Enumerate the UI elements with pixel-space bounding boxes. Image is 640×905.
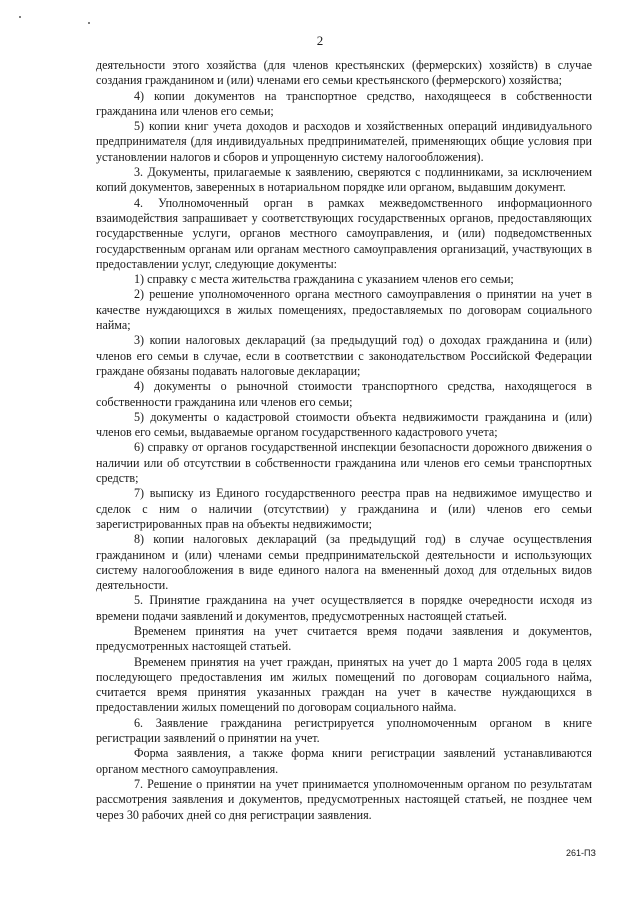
paragraph: Форма заявления, а также форма книги регистрации заявлений устанавливаются органом местного самоуправления. xyxy=(96,746,592,776)
paragraph: 4) документы о рыночной стоимости транспортного средства, находящегося в собственности гражданина или членов его семьи; xyxy=(96,379,592,409)
paragraph: Временем принятия на учет считается время подачи заявления и документов, предусмотренных настоящей статьей. xyxy=(96,623,592,654)
paragraph: 4. Уполномоченный орган в рамках межведомственного информационного взаимодействия запрашивает у соответствующих государственных органов, предоставляющих государственные услуги, органов местного самоуправления, и (или) подведомственных государственным органам или органам местного самоуправления организаций, участвующих в предоставлении услуг, следующие документы: xyxy=(96,195,592,271)
paragraph: 4) копии документов на транспортное средство, находящееся в собственности гражданина или членов его семьи; xyxy=(96,88,592,118)
paragraph: 2) решение уполномоченного органа местного самоуправления о принятии на учет в качестве нуждающихся в жилых помещениях, предоставляемых по договорам социального найма; xyxy=(96,287,592,333)
paragraph: 6. Заявление гражданина регистрируется уполномоченным органом в книге регистрации заявлений о принятии на учет. xyxy=(96,715,592,746)
document-code: 261-ПЗ xyxy=(566,848,596,858)
paragraph: 7. Решение о принятии на учет принимается уполномоченным органом по результатам рассмотрения заявления и документов, предусмотренных настоящей статьей, не позднее чем через 30 рабочих дней со дня регистрации заявления. xyxy=(96,776,592,822)
scan-speck xyxy=(88,22,90,24)
paragraph: 5. Принятие гражданина на учет осуществляется в порядке очередности исходя из времени подачи заявлений и документов, предусмотренных настоящей статьей. xyxy=(96,593,592,623)
paragraph: 6) справку от органов государственной инспекции безопасности дорожного движения о наличии или об отсутствии в собственности гражданина или членов его семьи транспортных средств; xyxy=(96,440,592,486)
paragraph: 3) копии налоговых деклараций (за предыдущий год) о доходах гражданина и (или) членов его семьи в случае, если в соответствии с законодательством Российской Федерации граждане обязаны подавать налоговые декларации; xyxy=(96,333,592,378)
page-number: 2 xyxy=(316,33,324,48)
paragraph: 1) справку с места жительства гражданина с указанием членов его семьи; xyxy=(134,272,514,287)
paragraph: 7) выписку из Единого государственного реестра прав на недвижимое имущество и сделок с ним о наличии (отсутствии) у гражданина и (или) членов его семьи зарегистрированных прав на объекты недвижимости; xyxy=(96,486,592,531)
paragraph: 5) копии книг учета доходов и расходов и хозяйственных операций индивидуального предпринимателя (для индивидуальных предпринимателей, применяющих общие условия при установлении налогов и сборов и упрощенную систему налогообложения). xyxy=(96,119,592,164)
paragraph: деятельности этого хозяйства (для членов крестьянских (фермерских) хозяйств) в случае создания гражданином и (или) членами его семьи крестьянского (фермерского) хозяйства; xyxy=(96,58,592,88)
paragraph: Временем принятия на учет граждан, принятых на учет до 1 марта 2005 года в целях последующего предоставления им жилых помещений по договорам социального найма, считается время принятия указанных граждан на учет в качестве нуждающихся в предоставлении жилых помещений по договорам социального найма. xyxy=(96,654,592,715)
paragraph: 3. Документы, прилагаемые к заявлению, сверяются с подлинниками, за исключением копий документов, заверенных в нотариальном порядке или органом, выдавшим документ. xyxy=(96,165,592,195)
paragraph: 8) копии налоговых деклараций (за предыдущий год) в случае осуществления гражданином и (или) членами семьи предпринимательской деятельности и использующих систему налогообложения в виде единого налога на вмененный доход для отдельных видов деятельности. xyxy=(96,532,592,593)
paragraph: 5) документы о кадастровой стоимости объекта недвижимости гражданина и (или) членов его семьи, выдаваемые органом государственного кадастрового учета; xyxy=(96,409,592,440)
scan-speck xyxy=(19,16,21,18)
document-body xyxy=(96,58,592,823)
